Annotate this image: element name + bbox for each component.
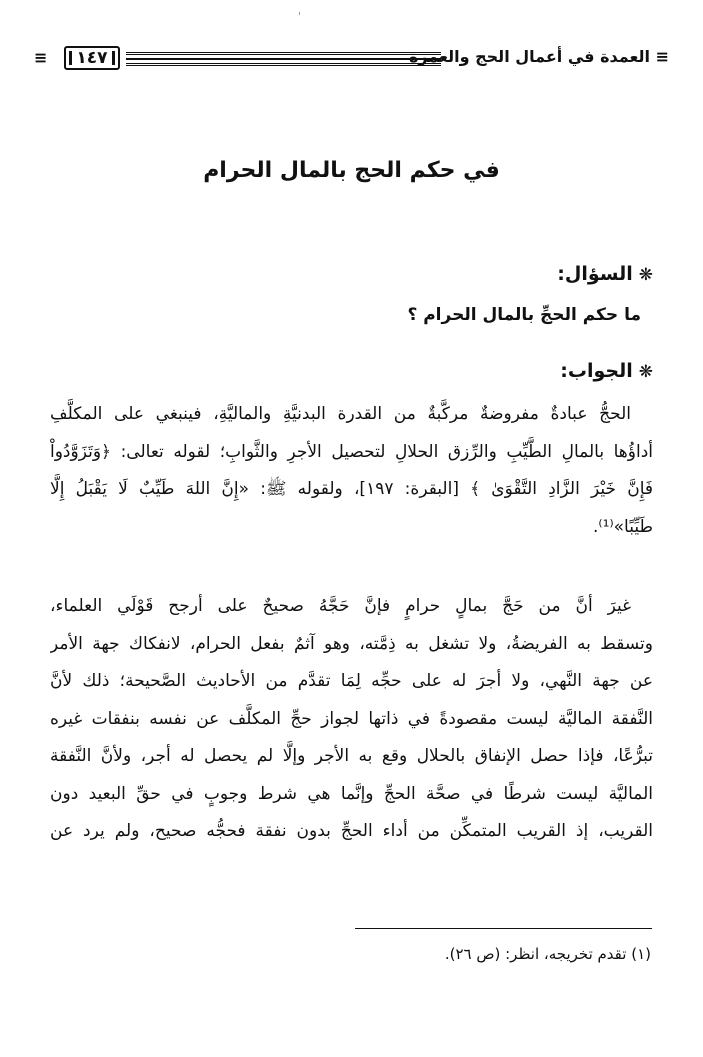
answer-paragraph-1	[50, 396, 653, 546]
paragraph-line: وتسقط به الفريضةُ، ولا تشغل به ذِمَّته، وهو آثمٌ بفعل الحرام، لانفكاك جهة الأمر	[50, 633, 653, 654]
header-left-marks: ≡	[34, 48, 48, 67]
paragraph-line: غيرَ أنَّ من حَجَّ بمالٍ حرامٍ فإنَّ حَجَّهُ صحيحٌ على أرجح قَوْلَي العلماء،	[50, 596, 631, 616]
flower-icon: ❋	[638, 265, 653, 285]
page-number	[64, 46, 120, 70]
paragraph-line: طَيِّبًا»⁽¹⁾.	[593, 516, 653, 537]
chapter-title: في حكم الحج بالمال الحرام	[203, 158, 500, 183]
footnote-separator	[355, 928, 652, 929]
paragraph-line: أداؤُها بالمالِ الطَّيِّبِ والرِّزق الحلالِ لتحصيل الأجرِ والثَّوابِ؛ لقوله تعالى: ﴿وَتَزَوَّدُواْ	[50, 441, 653, 462]
running-header	[34, 44, 669, 74]
page-number-text: ١٤٧	[76, 48, 108, 68]
paragraph-line: الماليَّة ليست شرطًا في صحَّة الحجِّ وإنَّما هي شرط وجوبٍ في حقِّ البعيد دون	[50, 783, 653, 804]
answer-heading	[50, 360, 653, 382]
answer-label: الجواب:	[560, 360, 633, 382]
paragraph-line: فَإِنَّ خَيْرَ الزَّادِ التَّقْوَىٰ ﴾ [البقرة: ١٩٧]، ولقوله ﷺ: «إِنَّ اللهَ طَيِّبٌ لَا يَقْبَلُ إِلَّا	[50, 479, 653, 499]
flower-icon: ❋	[638, 362, 653, 382]
question-text: ما حكم الحجِّ بالمال الحرام ؟	[407, 305, 641, 325]
paragraph-line: عن جهة النَّهي، ولا أجرَ له على حجِّه لِمَا تقدَّم من الأحاديث الصَّحيحة؛ ذلك لأنَّ	[50, 671, 653, 691]
scan-mark	[299, 12, 300, 15]
paragraph-line: القريب، إذ القريب المتمكِّن من أداء الحجِّ بدون نفقة فحجُّه صحيح، ولم يرد عن	[50, 821, 653, 841]
answer-paragraph-2	[50, 588, 653, 851]
paragraph-line: تبرُّعًا، فإذا حصل الإنفاق بالحلال وقع به الأجر وإلَّا لم يحصل له أجر، ولأنَّ النَّفقة	[50, 746, 653, 766]
question-heading	[50, 263, 653, 285]
header-title: ≡ العمدة في أعمال الحج والعمرة	[408, 47, 669, 66]
header-rule	[126, 52, 441, 66]
paragraph-line: النَّفقة الماليَّة ليست مقصودةً في ذاتها لجواز حجِّ المكلَّف عن نفسه بنفقات غيره	[50, 708, 653, 729]
question-text-row	[38, 305, 641, 325]
question-label: السؤال:	[557, 263, 633, 285]
paragraph-line: الحجُّ عبادةٌ مفروضةٌ مركَّبةٌ من القدرة البدنيَّةِ والماليَّةِ، فينبغي على المكلَّفِ	[50, 404, 631, 424]
footnote: (١) تقدم تخريجه، انظر: (ص ٢٦).	[444, 945, 651, 963]
